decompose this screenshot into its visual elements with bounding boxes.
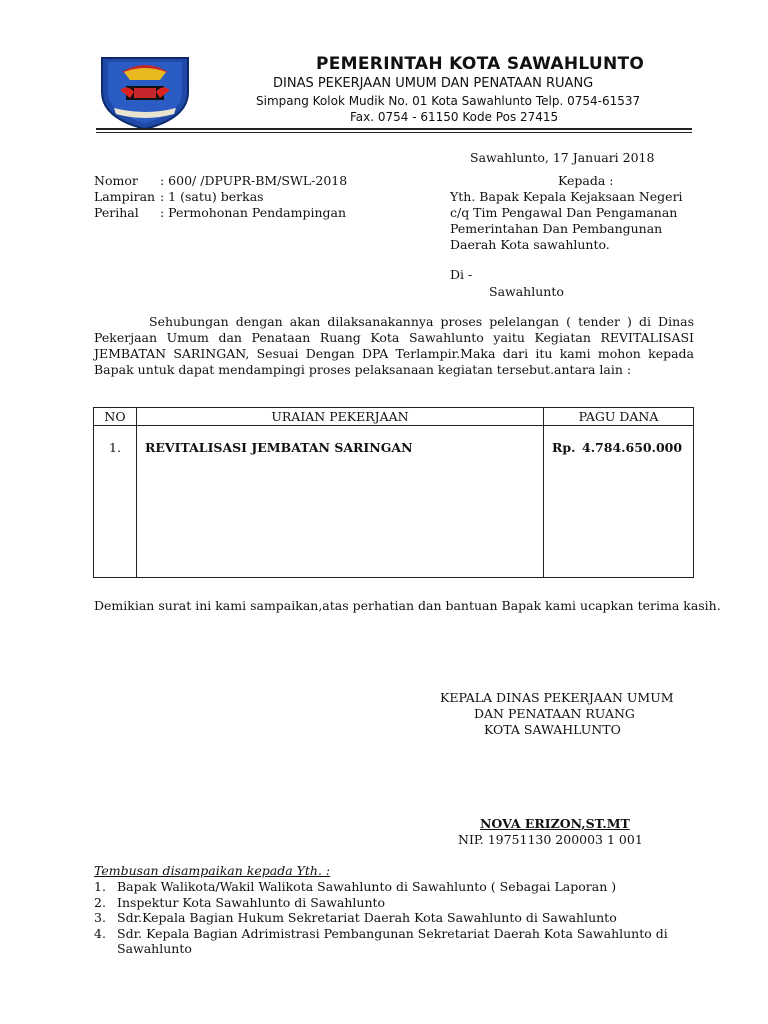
work-items-table xyxy=(93,407,694,578)
perihal-value: : Permohonan Pendampingan xyxy=(160,205,347,220)
letterhead-fax: Fax. 0754 - 61150 Kode Pos 27415 xyxy=(350,110,559,124)
letterhead-rule-thick xyxy=(96,128,692,130)
signature-title-2: DAN PENATAAN RUANG xyxy=(474,706,635,721)
recipient-di: Di - xyxy=(450,267,473,282)
row-uraian: REVITALISASI JEMBATAN SARINGAN xyxy=(137,426,544,578)
list-item-text: Inspektur Kota Sawahlunto di Sawahlunto xyxy=(117,894,386,910)
list-item-number: 2. xyxy=(94,894,106,910)
nomor-value: : 600/ /DPUPR-BM/SWL-2018 xyxy=(160,173,348,188)
nomor-label: Nomor xyxy=(94,173,138,188)
row-pagu-value: 4.784.650.000 xyxy=(582,440,683,455)
tembusan-list xyxy=(94,879,677,957)
lampiran-label: Lampiran xyxy=(94,189,156,204)
table-header-row xyxy=(94,408,694,426)
letter-date: Sawahlunto, 17 Januari 2018 xyxy=(470,150,655,165)
header-no: NO xyxy=(94,408,137,426)
letterhead-title: PEMERINTAH KOTA SAWAHLUNTO xyxy=(316,54,645,74)
recipient-line-4: Daerah Kota sawahlunto. xyxy=(450,237,610,252)
body-paragraph xyxy=(94,314,694,378)
recipient-line-2: c/q Tim Pengawal Dan Pengamanan xyxy=(450,205,678,220)
tembusan-title: Tembusan disampaikan kepada Yth. : xyxy=(94,863,331,878)
body-paragraph-text: Sehubungan dengan akan dilaksanakannya proses pelelangan ( tender ) di Dinas Pekerjaan Umum dan Penataan Ruang Kota Sawahlunto yaitu Kegiatan REVITALISASI JEMBATAN SARINGAN, Sesuai Dengan DPA Terlampir.Maka dari itu kami mohon kepada Bapak untuk dapat mendampingi proses pelaksanaan kegiatan tersebut.antara lain : xyxy=(94,314,694,377)
signatory-name: NOVA ERIZON,ST.MT xyxy=(480,816,630,831)
list-item-number: 3. xyxy=(94,910,106,925)
signatory-nip: NIP. 19751130 200003 1 001 xyxy=(458,832,643,847)
list-item xyxy=(94,895,677,911)
list-item-text: Bapak Walikota/Wakil Walikota Sawahlunto di Sawahlunto ( Sebagai Laporan ) xyxy=(117,879,617,894)
signature-title-1: KEPALA DINAS PEKERJAAN UMUM xyxy=(440,690,674,705)
list-item-text: Sdr. Kepala Bagian Adrimistrasi Pembangunan Sekretariat Daerah Kota Sawahlunto di Sawahlunto xyxy=(117,925,668,956)
recipient-city: Sawahlunto xyxy=(489,284,564,299)
recipient-line-3: Pemerintahan Dan Pembangunan xyxy=(450,221,663,236)
signature-title-3: KOTA SAWAHLUNTO xyxy=(484,722,621,737)
row-no: 1. xyxy=(94,426,137,578)
lampiran-value: : 1 (satu) berkas xyxy=(160,189,264,204)
row-currency: Rp. xyxy=(552,440,576,455)
header-uraian: URAIAN PEKERJAAN xyxy=(137,408,544,426)
recipient-line-1: Yth. Bapak Kepala Kejaksaan Negeri xyxy=(450,189,683,204)
kepada-label: Kepada : xyxy=(558,173,614,188)
list-item-text: Sdr.Kepala Bagian Hukum Sekretariat Daerah Kota Sawahlunto di Sawahlunto xyxy=(117,910,617,925)
letterhead-rule-thin xyxy=(96,132,692,133)
list-item-number: 4. xyxy=(94,925,106,941)
list-item xyxy=(94,879,677,895)
row-pagu xyxy=(544,426,694,578)
letterhead-department: DINAS PEKERJAAN UMUM DAN PENATAAN RUANG xyxy=(273,76,594,91)
city-emblem-logo xyxy=(100,50,190,130)
header-pagu: PAGU DANA xyxy=(544,408,694,426)
table-row xyxy=(94,426,694,578)
letterhead-address: Simpang Kolok Mudik No. 01 Kota Sawahlunto Telp. 0754-61537 xyxy=(256,94,641,108)
list-item xyxy=(94,910,677,926)
list-item-number: 1. xyxy=(94,879,106,894)
closing-sentence: Demikian surat ini kami sampaikan,atas perhatian dan bantuan Bapak kami ucapkan terima kasih. xyxy=(94,598,721,613)
perihal-label: Perihal xyxy=(94,205,139,220)
list-item xyxy=(94,926,677,957)
